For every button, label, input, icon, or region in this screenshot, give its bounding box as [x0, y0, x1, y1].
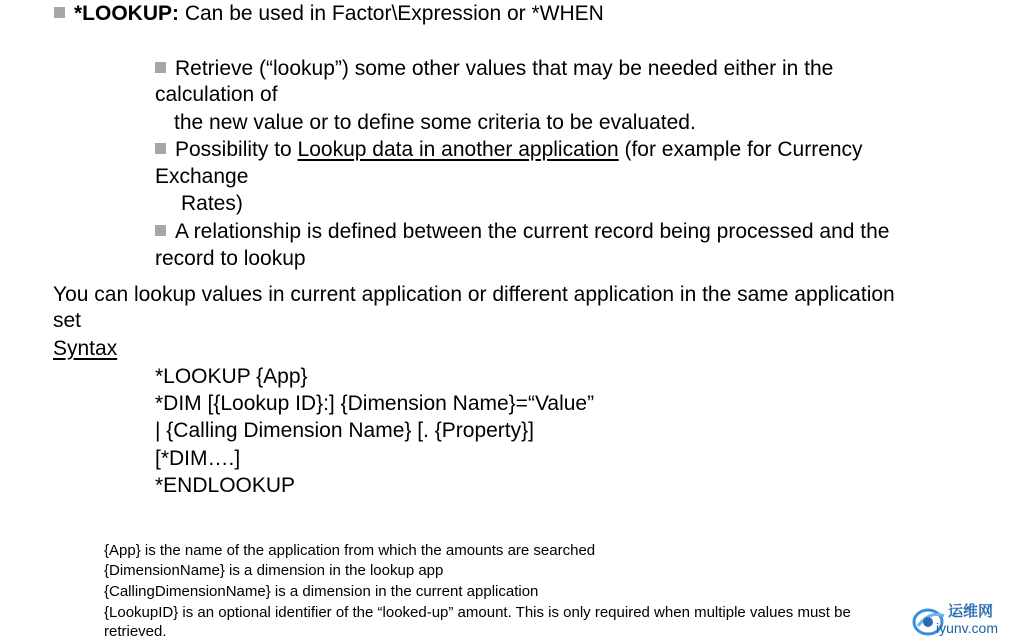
bullet-square-icon — [155, 62, 166, 73]
bullet-possibility-prefix: Possibility to — [175, 138, 298, 161]
note-line: {LookupID} is an optional identifier of the “looked-up” amount. This is only required when multiple values must be — [104, 604, 851, 621]
bullet-square-icon — [155, 143, 166, 154]
watermark-cn-text: 运维网 — [948, 603, 994, 620]
lookup-heading — [54, 1, 604, 27]
syntax-line: *ENDLOOKUP — [155, 474, 296, 497]
watermark — [910, 600, 1022, 640]
note-line: {App} is the name of the application from which the amounts are searched — [104, 542, 596, 559]
bullet-retrieve-line1 — [155, 56, 833, 82]
bullet-retrieve-line2: calculation of — [155, 83, 278, 106]
bullet-retrieve-line3: the new value or to define some criteria to be evaluated. — [174, 111, 696, 134]
lookup-data-link[interactable]: Lookup data in another application — [297, 138, 619, 161]
syntax-line: *LOOKUP {App} — [155, 365, 308, 388]
bullet-relationship-line2: record to lookup — [155, 247, 306, 270]
syntax-heading: Syntax — [53, 337, 118, 360]
lookup-keyword: *LOOKUP: — [74, 2, 179, 25]
bullet-possibility-line2: Exchange — [155, 165, 249, 188]
bullet-relationship-line1 — [155, 219, 889, 245]
bullet-possibility-line1 — [155, 137, 863, 163]
bullet-square-icon — [54, 7, 65, 18]
syntax-line: | {Calling Dimension Name} [. {Property}] — [155, 419, 534, 442]
lookup-heading-text: Can be used in Factor\Expression or *WHEN — [179, 2, 604, 25]
bullet-possibility-line3: Rates) — [181, 192, 243, 215]
intro-line2: set — [53, 309, 82, 332]
note-line: {DimensionName} is a dimension in the lookup app — [104, 562, 444, 579]
watermark-url-text: iyunv.com — [936, 620, 998, 636]
syntax-line: *DIM [{Lookup ID}:] {Dimension Name}=“Value” — [155, 392, 595, 415]
intro-line1: You can lookup values in current application or different application in the same application — [53, 283, 895, 306]
note-line: {CallingDimensionName} is a dimension in the current application — [104, 583, 539, 600]
note-line: retrieved. — [104, 623, 167, 640]
syntax-line: [*DIM….] — [155, 447, 241, 470]
bullet-relationship-text: A relationship is defined between the current record being processed and the — [175, 220, 890, 243]
bullet-retrieve-text: Retrieve (“lookup”) some other values that may be needed either in the — [175, 57, 834, 80]
bullet-square-icon — [155, 225, 166, 236]
bullet-possibility-suffix: (for example for Currency — [618, 138, 863, 161]
